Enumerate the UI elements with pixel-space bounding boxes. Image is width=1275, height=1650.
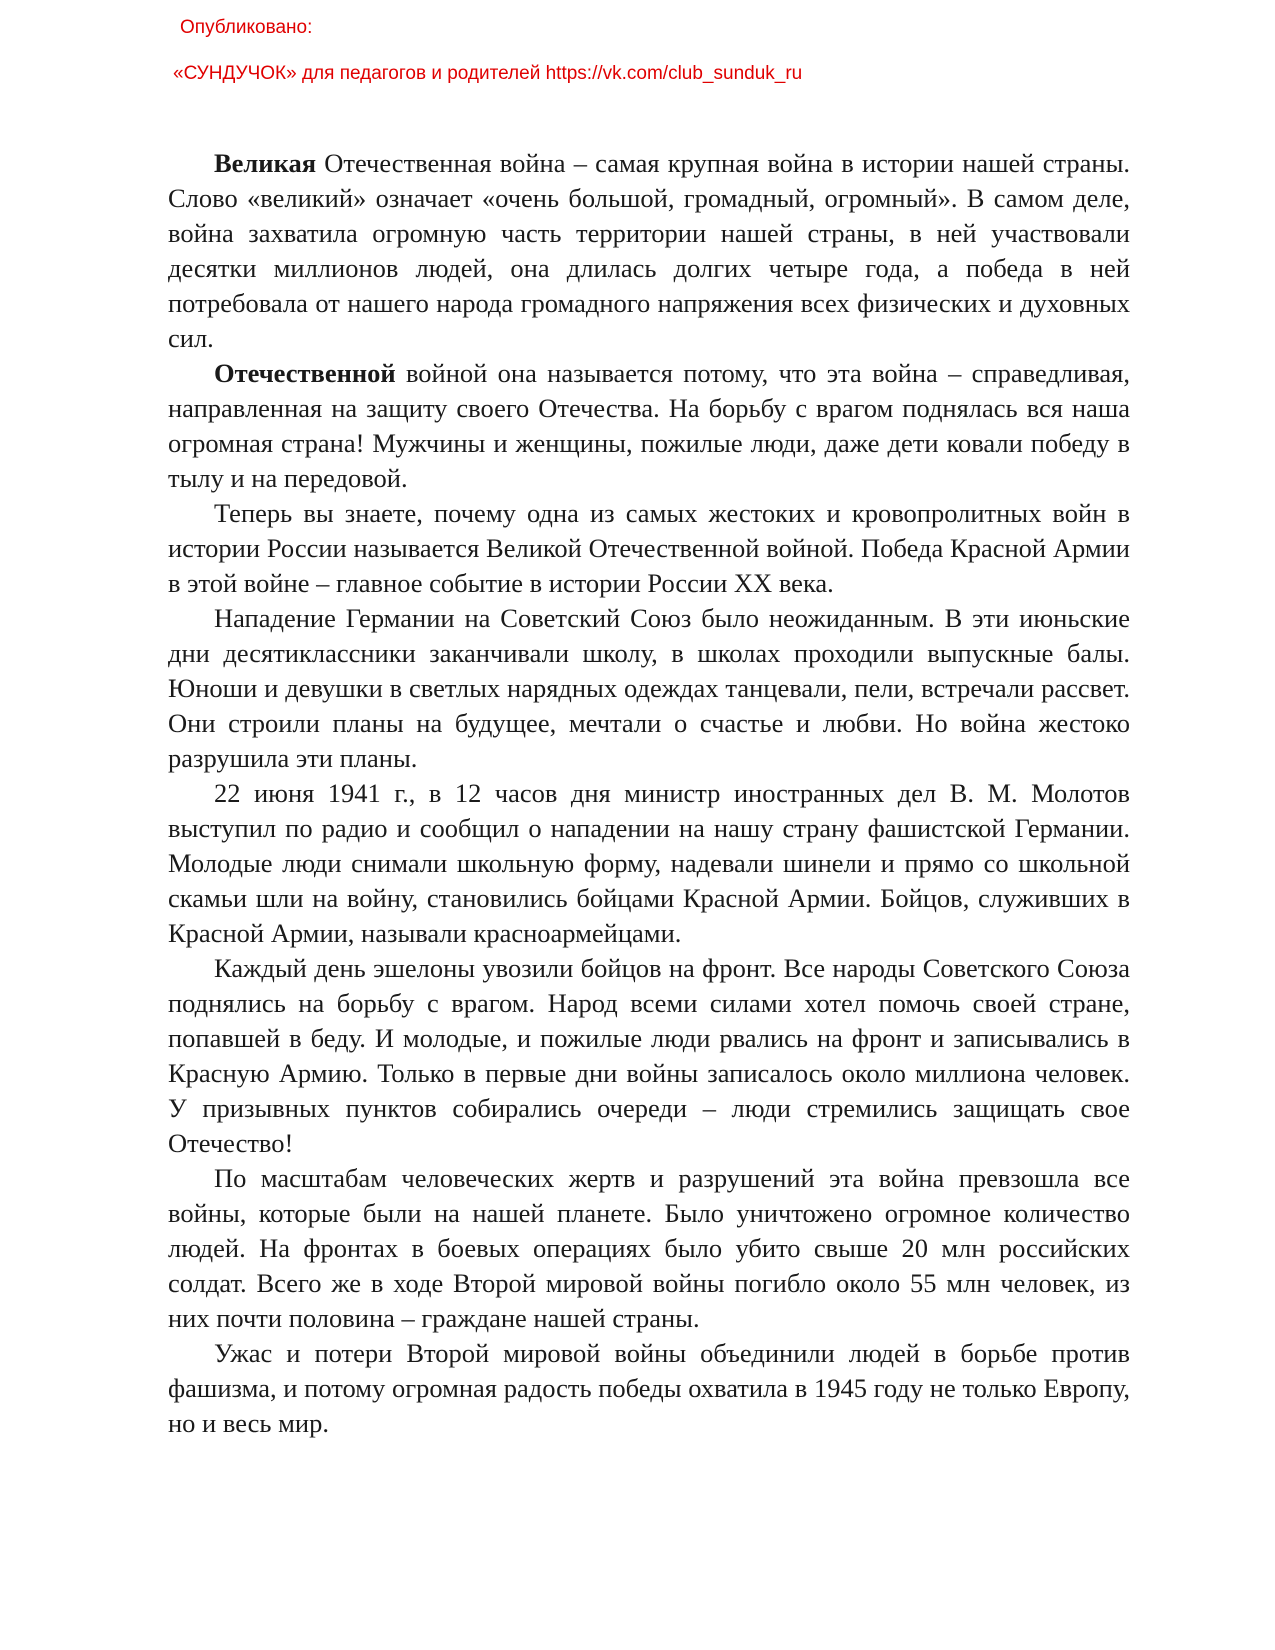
paragraph [168,1161,1130,1336]
paragraph [168,356,1130,496]
paragraph [168,496,1130,601]
paragraph [168,951,1130,1161]
paragraph-text: Каждый день эшелоны увозили бойцов на фронт. Все народы Советского Союза поднялись на борьбу с врагом. Народ всеми силами хотел помочь своей стране, попавшей в беду. И молодые, и пожилые люди рвались на фронт и записывались в Красную Армию. Только в первые дни войны записалось около миллиона человек. У призывных пунктов собирались очереди – люди стремились защищать свое Отечество! [168,953,1130,1158]
paragraph [168,601,1130,776]
paragraph-text: войной она называется потому, что эта война – справедливая, направленная на защиту своего Отечества. На борьбу с врагом поднялась вся наша огромная страна! Мужчины и женщины, пожилые люди, даже дети ковали победу в тылу и на передовой. [168,358,1130,493]
publication-header [173,14,803,88]
publication-source: «СУНДУЧОК» для педагогов и родителей https://vk.com/club_sunduk_ru [173,63,803,84]
article-body [168,146,1130,1441]
paragraph-text: Ужас и потери Второй мировой войны объединили людей в борьбе против фашизма, и потому огромная радость победы охватила в 1945 году не только Европу, но и весь мир. [168,1338,1130,1438]
paragraph-lead-bold: Великая [214,148,317,178]
paragraph-text: Теперь вы знаете, почему одна из самых жестоких и кровопролитных войн в истории России называется Великой Отечественной войной. Победа Красной Армии в этой войне – главное событие в истории России XX века. [168,498,1130,598]
paragraph-lead-bold: Отечественной [214,358,396,388]
paragraph-text: Отечественная война – самая крупная война в истории нашей страны. Слово «великий» означает «очень большой, громадный, огромный». В самом деле, война захватила огромную часть территории нашей страны, в ней участвовали десятки миллионов людей, она длилась долгих четыре года, а победа в ней потребовала от нашего народа громадного напряжения всех физических и духовных сил. [168,148,1130,353]
paragraph [168,146,1130,356]
paragraph-text: По масштабам человеческих жертв и разрушений эта война превзошла все войны, которые были на нашей планете. Было уничтожено огромное количество людей. На фронтах в боевых операциях было убито свыше 20 млн российских солдат. Всего же в ходе Второй мировой войны погибло около 55 млн человек, из них почти половина – граждане нашей страны. [168,1163,1130,1333]
paragraph [168,1336,1130,1441]
paragraph [168,776,1130,951]
paragraph-text: 22 июня 1941 г., в 12 часов дня министр иностранных дел В. М. Молотов выступил по радио и сообщил о нападении на нашу страну фашистской Германии. Молодые люди снимали школьную форму, надевали шинели и прямо со школьной скамьи шли на войну, становились бойцами Красной Армии. Бойцов, служивших в Красной Армии, называли красноармейцами. [168,778,1130,948]
published-label: Опубликовано: [180,17,313,38]
paragraph-text: Нападение Германии на Советский Союз было неожиданным. В эти июньские дни десятиклассники заканчивали школу, в школах проходили выпускные балы. Юноши и девушки в светлых нарядных одеждах танцевали, пели, встречали рассвет. Они строили планы на будущее, мечтали о счастье и любви. Но война жестоко разрушила эти планы. [168,603,1130,773]
